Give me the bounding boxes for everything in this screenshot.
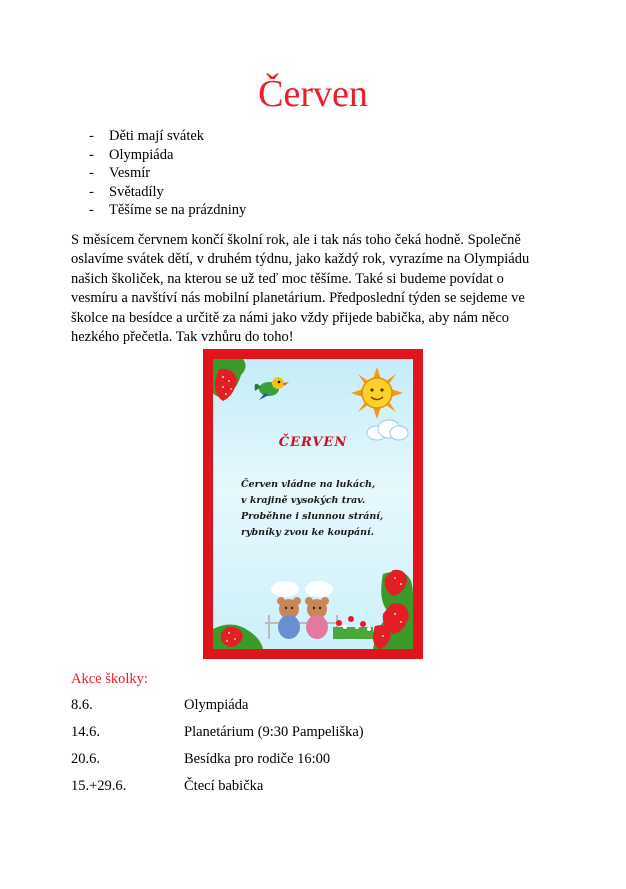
teddy-bears-icon (265, 579, 341, 641)
event-name: Besídka pro rodiče 16:00 (184, 751, 331, 767)
event-date: 15.+29.6. (71, 778, 127, 794)
event-name: Čtecí babička (184, 778, 264, 794)
events-heading: Akce školky: (71, 671, 148, 687)
topic-list (89, 127, 246, 220)
table-row (71, 778, 471, 805)
poster-heading: ČERVEN (278, 435, 348, 450)
flower-icon (333, 605, 373, 639)
june-poster (203, 349, 423, 659)
cloud-icon (365, 419, 409, 441)
strawberry-icon (213, 619, 263, 649)
intro-paragraph: S měsícem červnem končí školní rok, ale i tak nás toho čeká hodně. Společně oslavíme svátek dětí, v druhém týdnu, jako každý rok, vyrazíme na Olympiádu našich školiček, na kterou se už teď moc těšíme. Také si budeme povídat o vesmíru a navštíví nás mobilní planetárium. Předposlední týden se sejdeme ve školce na besídce a určitě za námi jako vždy přijede babička, aby nám něco hezkého přečetla. Tak vzhůru do toho! (71, 232, 530, 346)
event-date: 8.6. (71, 697, 93, 713)
event-name: Planetárium (9:30 Pampeliška) (184, 724, 364, 740)
sun-icon (351, 367, 403, 419)
list-item: - Děti mají svátek (89, 128, 205, 144)
strawberry-icon (213, 359, 249, 403)
page-title: Červen (258, 73, 368, 115)
list-item: - Světadíly (89, 183, 164, 200)
table-row (71, 751, 471, 778)
poster-background (213, 359, 413, 649)
table-row (71, 724, 471, 751)
table-row (71, 697, 471, 724)
bird-icon (251, 373, 291, 403)
list-item: - Olympiáda (89, 146, 174, 163)
list-item: - Těšíme se na prázdniny (89, 202, 247, 218)
strawberry-icon (373, 564, 413, 649)
event-date: 20.6. (71, 751, 100, 767)
events-table (71, 697, 471, 805)
poster-poem: Červen vládne na lukách, v krajině vysokých trav. Proběhne i slunnou strání, rybníky zvou ke koupání. (241, 479, 384, 538)
event-name: Olympiáda (184, 697, 249, 713)
event-date: 14.6. (71, 724, 100, 740)
list-item: - Vesmír (89, 165, 151, 181)
